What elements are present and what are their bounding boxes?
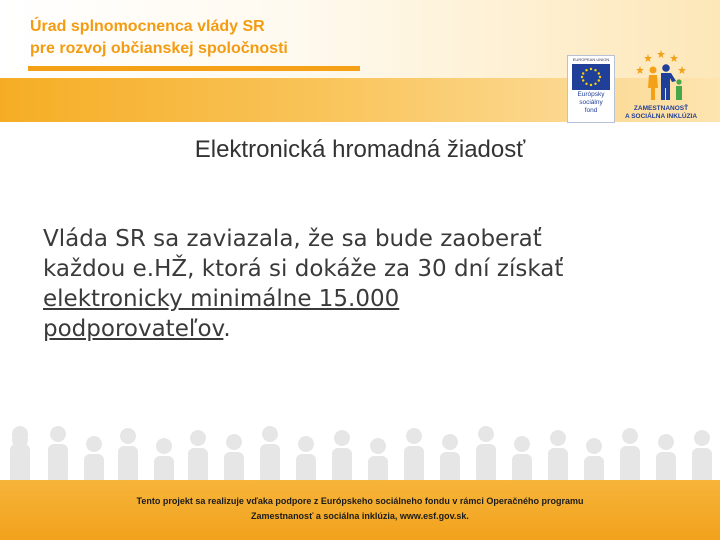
ess-caption-line2: A SOCIÁLNA INKLÚZIA [624, 113, 698, 120]
org-name-line2: pre rozvoj občianskej spoločnosti [30, 40, 288, 57]
eu-logo-caption [568, 91, 614, 115]
body-line1: Vláda SR sa zaviazala, že sa bude zaoberať [43, 226, 542, 252]
body-line4 [43, 314, 653, 344]
slide-title [0, 136, 720, 164]
footer-line2: Zamestnanosť a sociálna inklúzia, www.esf.gov.sk. [251, 511, 469, 521]
esf-eu-logo [567, 55, 615, 123]
header-underline [28, 66, 360, 71]
employment-inclusion-caption [622, 105, 700, 121]
body-link-part2[interactable]: podporovateľov [43, 316, 224, 342]
people-stars-icon [622, 48, 700, 104]
org-name-line1: Úrad splnomocnenca vlády SR [30, 18, 265, 35]
footer-line1: Tento projekt sa realizuje vďaka podpore z Európskeho sociálneho fondu v rámci Operačného programu [136, 496, 584, 506]
body-link-part1[interactable]: elektronicky minimálne 15.000 [43, 286, 400, 312]
ess-caption-line1: ZAMESTNANOSŤ [633, 105, 689, 112]
body-line3 [43, 284, 653, 314]
eu-flag-icon [572, 64, 610, 90]
slide-body [43, 224, 653, 344]
body-line2: každou e.HŽ, ktorá si dokáže za 30 dní získať [43, 256, 564, 282]
eu-caption-line3: fond [584, 107, 598, 114]
footer-text [0, 494, 720, 524]
body-period: . [223, 316, 231, 342]
eu-caption-line1: Európsky [577, 91, 605, 98]
eu-logo-top-caption: EUROPEAN UNION [572, 57, 610, 62]
slide-title-text: Elektronická hromadná žiadosť [194, 136, 526, 163]
employment-inclusion-logo [622, 48, 700, 124]
eu-caption-line2: sociálny [579, 99, 603, 106]
